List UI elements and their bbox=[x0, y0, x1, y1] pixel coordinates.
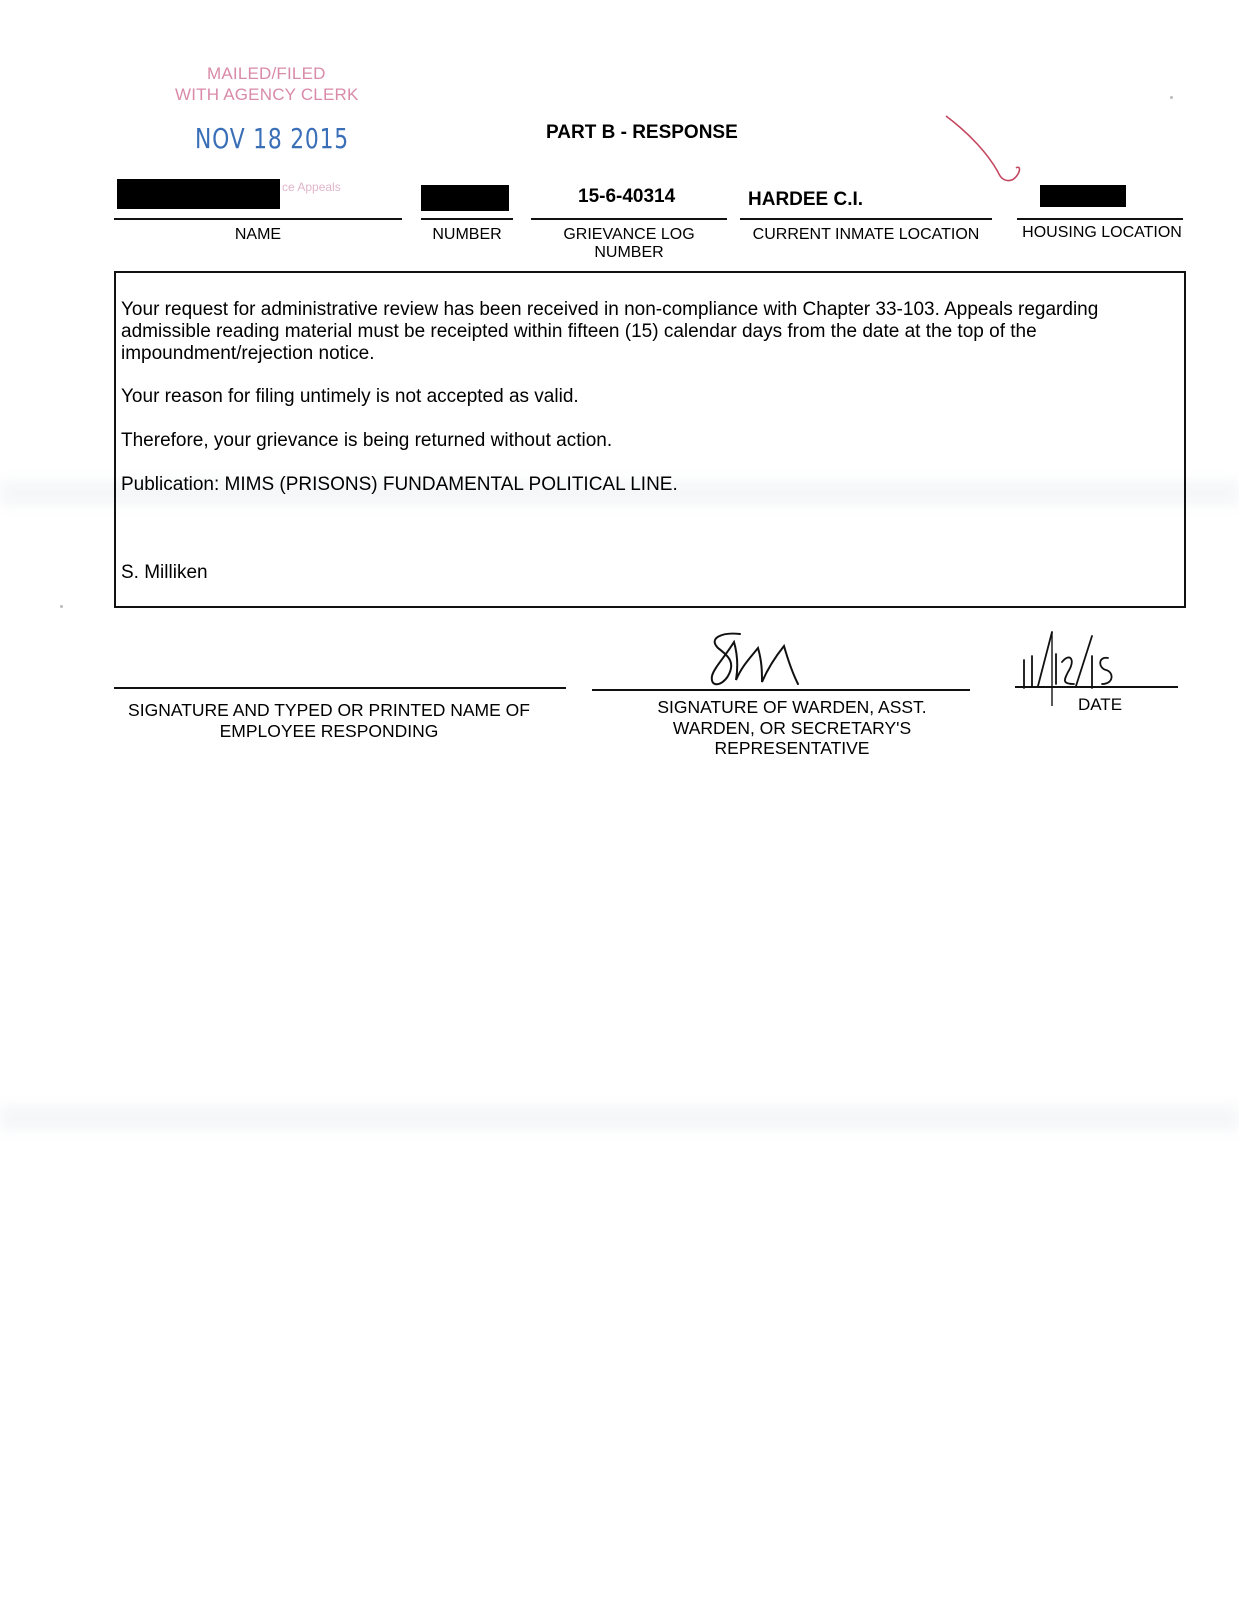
stamp-date: NOV 18 2015 bbox=[195, 122, 349, 155]
stamp-mailed-filed: MAILED/FILED bbox=[207, 64, 326, 83]
scan-speck bbox=[60, 605, 63, 608]
form-heading: PART B - RESPONSE bbox=[546, 122, 738, 143]
employee-label-line2: EMPLOYEE RESPONDING bbox=[219, 720, 439, 741]
employee-label-line1: SIGNATURE AND TYPED OR PRINTED NAME OF bbox=[128, 700, 530, 720]
date-label: DATE bbox=[1077, 695, 1123, 714]
housing-location-label: HOUSING LOCATION bbox=[1022, 224, 1182, 241]
housing-location-rule bbox=[1017, 218, 1183, 220]
response-p1-line3: impoundment/rejection notice. bbox=[121, 343, 375, 364]
response-p1-line1: Your request for administrative review has been received in non-compliance with Chapter 33-103. Appeals regarding bbox=[121, 299, 1099, 320]
responder-name: S. Milliken bbox=[121, 562, 208, 583]
response-box bbox=[114, 271, 1186, 608]
grievance-log-label-line2: NUMBER bbox=[594, 244, 664, 261]
name-label: NAME bbox=[234, 226, 282, 243]
warden-label-line1: SIGNATURE OF WARDEN, ASST. bbox=[657, 697, 927, 717]
employee-signature-rule bbox=[114, 687, 566, 689]
number-redaction bbox=[421, 185, 509, 211]
grievance-log-number-value: 15-6-40314 bbox=[578, 186, 676, 207]
warden-label-line2: WARDEN, OR SECRETARY'S bbox=[672, 717, 912, 738]
number-label: NUMBER bbox=[432, 226, 502, 243]
warden-signature-mark bbox=[700, 628, 810, 698]
housing-redaction bbox=[1040, 185, 1126, 207]
response-paragraph-4: Publication: MIMS (PRISONS) FUNDAMENTAL POLITICAL LINE. bbox=[121, 474, 678, 495]
warden-label-line3: REPRESENTATIVE bbox=[714, 738, 870, 758]
response-paragraph-3: Therefore, your grievance is being returned without action. bbox=[121, 430, 613, 451]
response-p1-line2: admissible reading material must be receipted within fifteen (15) calendar days from the date at the top of the bbox=[121, 321, 1037, 342]
employee-signature-label bbox=[114, 700, 544, 741]
inmate-location-rule bbox=[740, 218, 992, 220]
grievance-log-label bbox=[531, 226, 727, 262]
number-rule bbox=[421, 218, 513, 220]
check-mark-icon bbox=[940, 112, 1040, 192]
stamp-faint-text: ce Appeals bbox=[282, 180, 341, 194]
grievance-log-label-line1: GRIEVANCE LOG bbox=[563, 226, 695, 243]
grievance-log-rule bbox=[531, 218, 727, 220]
name-rule bbox=[114, 218, 402, 220]
name-redaction bbox=[117, 179, 280, 209]
scan-smudge bbox=[0, 1105, 1239, 1131]
response-paragraph-1 bbox=[121, 299, 1098, 365]
scan-speck bbox=[1170, 96, 1173, 99]
response-paragraph-2: Your reason for filing untimely is not accepted as valid. bbox=[121, 386, 579, 407]
stamp-agency-clerk: WITH AGENCY CLERK bbox=[175, 85, 359, 104]
inmate-location-value: HARDEE C.I. bbox=[748, 189, 864, 210]
inmate-location-label: CURRENT INMATE LOCATION bbox=[752, 226, 980, 243]
warden-signature-label bbox=[622, 697, 962, 759]
